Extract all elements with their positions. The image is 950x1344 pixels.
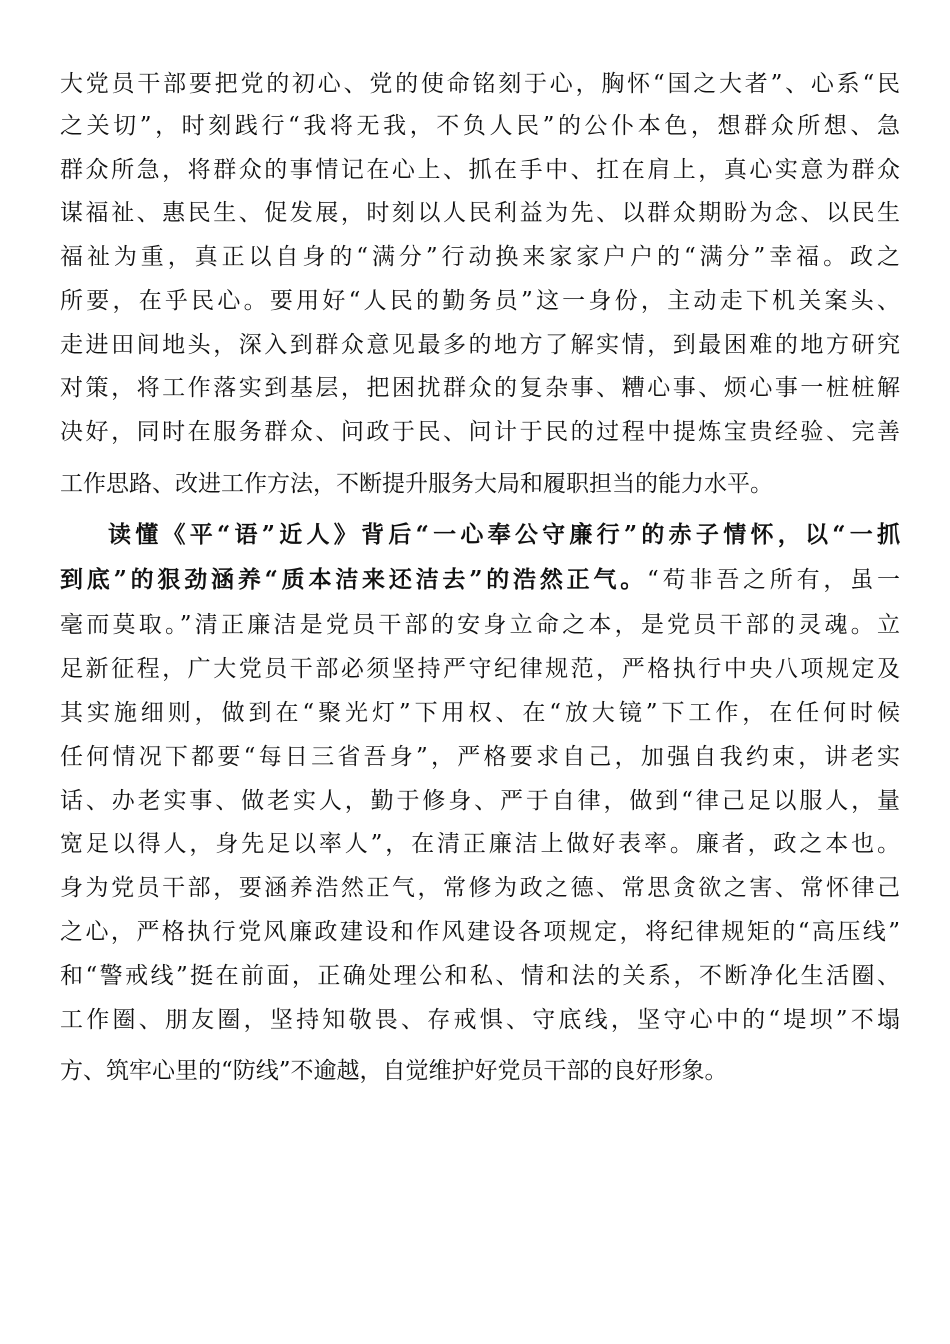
p2-line-2-rest: “苟非吾之所有，虽一 bbox=[647, 567, 900, 593]
p2-line-2 bbox=[60, 558, 900, 602]
p2-line-8: 宽足以得人，身先足以率人”，在清正廉洁上做好表率。廉者，政之本也。 bbox=[60, 831, 900, 857]
p2-line-13: 方、筑牢心里的“防线”不逾越，自觉维护好党员干部的良好形象。 bbox=[60, 1058, 728, 1084]
p1-line-7: 走进田间地头，深入到群众意见最多的地方了解实情，到最困难的地方研究 bbox=[60, 332, 900, 358]
p1-line-3: 群众所急，将群众的事情记在心上、抓在手中、扛在肩上，真心实意为群众 bbox=[60, 157, 900, 183]
p1-line-10: 工作思路、改进工作方法，不断提升服务大局和履职担当的能力水平。 bbox=[60, 471, 773, 497]
p2-line-12: 工作圈、朋友圈，坚持知敬畏、存戒惧、守底线，坚守心中的“堤坝”不塌 bbox=[60, 1007, 900, 1033]
p2-line-4: 足新征程，广大党员干部必须坚持严守纪律规范，严格执行中央八项规定及 bbox=[60, 656, 900, 682]
p1-line-8: 对策，将工作落实到基层，把困扰群众的复杂事、糟心事、烦心事一桩桩解 bbox=[60, 375, 900, 401]
p2-line-7: 话、办老实事、做老实人，勤于修身、严于自律，做到“律己足以服人，量 bbox=[60, 788, 900, 814]
p2-line-11: 和“警戒线”挺在前面，正确处理公和私、情和法的关系，不断净化生活圈、 bbox=[60, 963, 900, 989]
p2-line-9: 身为党员干部，要涵养浩然正气，常修为政之德、常思贪欲之害、常怀律己 bbox=[60, 875, 900, 901]
p2-line-3: 毫而莫取。”清正廉洁是党员干部的安身立命之本，是党员干部的灵魂。立 bbox=[60, 612, 900, 638]
p2-line-6: 任何情况下都要“每日三省吾身”，严格要求自己，加强自我约束，讲老实 bbox=[60, 744, 900, 770]
p2-line-5: 其实施细则，做到在“聚光灯”下用权、在“放大镜”下工作，在任何时候 bbox=[60, 700, 900, 726]
p2-line-1: 读懂《平“语”近人》背后“一心奉公守廉行”的赤子情怀，以“一抓 bbox=[108, 521, 900, 548]
p1-line-9: 决好，同时在服务群众、问政于民、问计于民的过程中提炼宝贵经验、完善 bbox=[60, 419, 900, 445]
p1-line-1: 大党员干部要把党的初心、党的使命铭刻于心，胸怀“国之大者”、心系“民 bbox=[60, 71, 900, 97]
p2-line-10: 之心，严格执行党风廉政建设和作风建设各项规定，将纪律规矩的“高压线” bbox=[60, 919, 900, 945]
p1-line-6: 所要，在乎民心。要用好“人民的勤务员”这一身份，主动走下机关案头、 bbox=[60, 288, 900, 314]
p2-line-2-bold: 到底”的狠劲涵养“质本洁来还洁去”的浩然正气。 bbox=[60, 566, 648, 593]
p1-line-4: 谋福祉、惠民生、促发展，时刻以人民利益为先、以群众期盼为念、以民生 bbox=[60, 200, 900, 226]
p1-line-2: 之关切”，时刻践行“我将无我，不负人民”的公仆本色，想群众所想、急 bbox=[60, 113, 900, 139]
p1-line-5: 福祉为重，真正以自身的“满分”行动换来家家户户的“满分”幸福。政之 bbox=[60, 244, 900, 270]
